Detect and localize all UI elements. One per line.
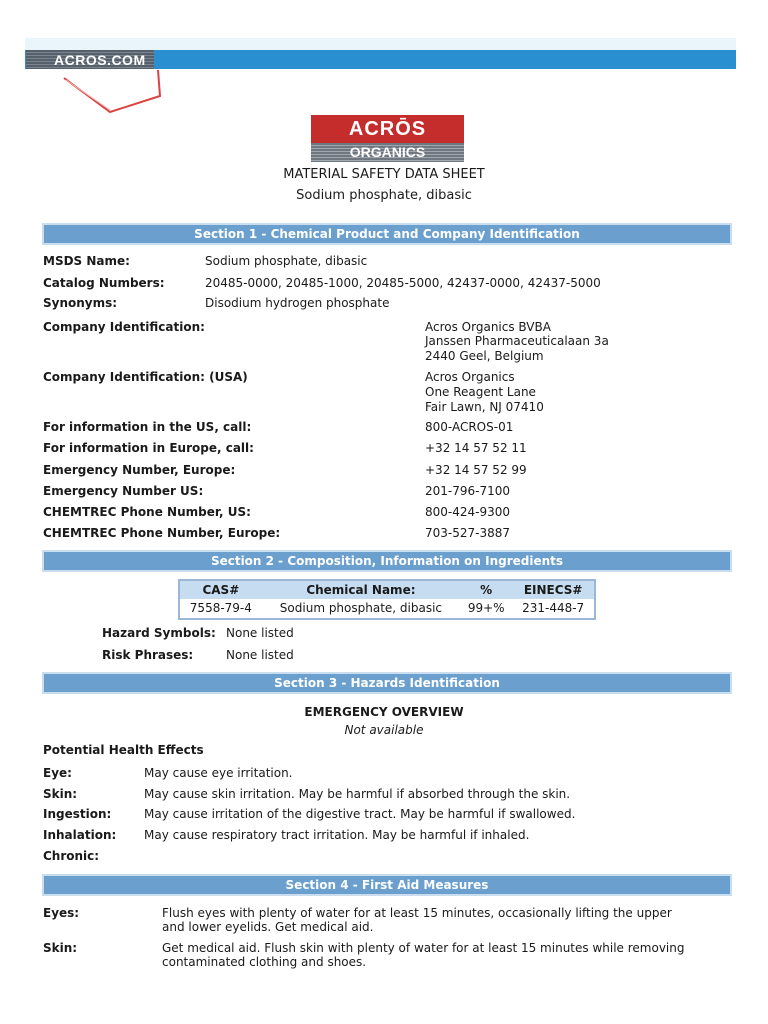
acros-organics-logo bbox=[311, 115, 464, 162]
emergency-overview-title: EMERGENCY OVERVIEW bbox=[304, 705, 464, 719]
logo-line2: ORGANICS bbox=[349, 144, 426, 160]
logo-line1: ACRŌS bbox=[348, 118, 427, 140]
first-aid-skin-line-1: Get medical aid. Flush skin with plenty of water for at least 15 minutes while removing bbox=[162, 941, 685, 955]
column-header: EINECS# bbox=[512, 581, 594, 599]
table-cell: 231-448-7 bbox=[522, 601, 585, 615]
effect-label: Eye: bbox=[43, 766, 72, 780]
company-line-1: Acros Organics BVBA bbox=[425, 320, 551, 334]
hazard-symbols-value: None listed bbox=[226, 626, 294, 640]
company-usa-line-2: One Reagent Lane bbox=[425, 385, 536, 399]
contact-label: Emergency Number US: bbox=[43, 484, 204, 498]
effect-value: May cause irritation of the digestive tract. May be harmful if swallowed. bbox=[144, 807, 576, 821]
section-2-header: Section 2 - Composition, Information on Ingredients bbox=[42, 550, 732, 572]
contact-label: CHEMTREC Phone Number, US: bbox=[43, 505, 251, 519]
synonyms-label: Synonyms: bbox=[43, 296, 118, 310]
company-usa-line-3: Fair Lawn, NJ 07410 bbox=[425, 400, 544, 414]
company-line-3: 2440 Geel, Belgium bbox=[425, 349, 544, 363]
contact-value: 800-ACROS-01 bbox=[425, 420, 514, 434]
column-header: % bbox=[460, 581, 512, 599]
contact-label: For information in Europe, call: bbox=[43, 441, 254, 455]
msds-name-label: MSDS Name: bbox=[43, 254, 130, 268]
contact-value: 201-796-7100 bbox=[425, 484, 511, 498]
company-label: Company Identification: bbox=[43, 320, 205, 334]
section-4-header: Section 4 - First Aid Measures bbox=[42, 874, 732, 896]
company-line-2: Janssen Pharmaceuticalaan 3a bbox=[425, 334, 609, 348]
contact-label: For information in the US, call: bbox=[43, 420, 252, 434]
table-row bbox=[180, 599, 594, 617]
risk-phrases-value: None listed bbox=[226, 648, 294, 662]
effect-label: Inhalation: bbox=[43, 828, 117, 842]
effect-label: Skin: bbox=[43, 787, 78, 801]
section-3-header: Section 3 - Hazards Identification bbox=[42, 672, 732, 694]
column-header: CAS# bbox=[180, 581, 262, 599]
composition-table bbox=[178, 579, 596, 620]
risk-phrases-label: Risk Phrases: bbox=[102, 648, 194, 662]
section-1-header: Section 1 - Chemical Product and Company Identification bbox=[42, 223, 732, 245]
company-usa-label: Company Identification: (USA) bbox=[43, 370, 248, 384]
page-title: MATERIAL SAFETY DATA SHEET bbox=[283, 167, 485, 182]
table-cell: Sodium phosphate, dibasic bbox=[279, 601, 443, 615]
first-aid-eyes-label: Eyes: bbox=[43, 906, 80, 920]
hazard-symbols-label: Hazard Symbols: bbox=[102, 626, 216, 640]
contact-value: +32 14 57 52 11 bbox=[425, 441, 527, 455]
contact-value: 703-527-3887 bbox=[425, 526, 511, 540]
contact-label: CHEMTREC Phone Number, Europe: bbox=[43, 526, 281, 540]
acros-com-logo-text: ACROS.COM bbox=[54, 52, 146, 68]
effect-value: May cause eye irritation. bbox=[144, 766, 293, 780]
table-cell: 7558-79-4 bbox=[189, 601, 252, 615]
effect-value: May cause skin irritation. May be harmful if absorbed through the skin. bbox=[144, 787, 571, 801]
first-aid-skin-label: Skin: bbox=[43, 941, 78, 955]
synonyms-value: Disodium hydrogen phosphate bbox=[205, 296, 390, 310]
red-swoosh-icon bbox=[40, 66, 180, 116]
column-header: Chemical Name: bbox=[262, 581, 460, 599]
table-cell: 99+% bbox=[467, 601, 505, 615]
first-aid-eyes-line-2: and lower eyelids. Get medical aid. bbox=[162, 920, 374, 934]
catalog-value: 20485-0000, 20485-1000, 20485-5000, 42437-0000, 42437-5000 bbox=[205, 276, 601, 290]
company-usa-line-1: Acros Organics bbox=[425, 370, 515, 384]
health-effects-title: Potential Health Effects bbox=[43, 743, 204, 757]
table-header-row bbox=[180, 581, 594, 599]
contact-value: +32 14 57 52 99 bbox=[425, 463, 527, 477]
contact-value: 800-424-9300 bbox=[425, 505, 511, 519]
effect-label: Ingestion: bbox=[43, 807, 112, 821]
banner-top-strip bbox=[25, 38, 736, 50]
msds-name-value: Sodium phosphate, dibasic bbox=[205, 254, 368, 268]
first-aid-skin-line-2: contaminated clothing and shoes. bbox=[162, 955, 367, 969]
effect-label: Chronic: bbox=[43, 849, 100, 863]
product-name: Sodium phosphate, dibasic bbox=[296, 188, 472, 203]
emergency-overview-value: Not available bbox=[344, 723, 424, 737]
contact-label: Emergency Number, Europe: bbox=[43, 463, 236, 477]
first-aid-eyes-line-1: Flush eyes with plenty of water for at least 15 minutes, occasionally lifting the upper bbox=[162, 906, 672, 920]
catalog-label: Catalog Numbers: bbox=[43, 276, 165, 290]
effect-value: May cause respiratory tract irritation. May be harmful if inhaled. bbox=[144, 828, 530, 842]
